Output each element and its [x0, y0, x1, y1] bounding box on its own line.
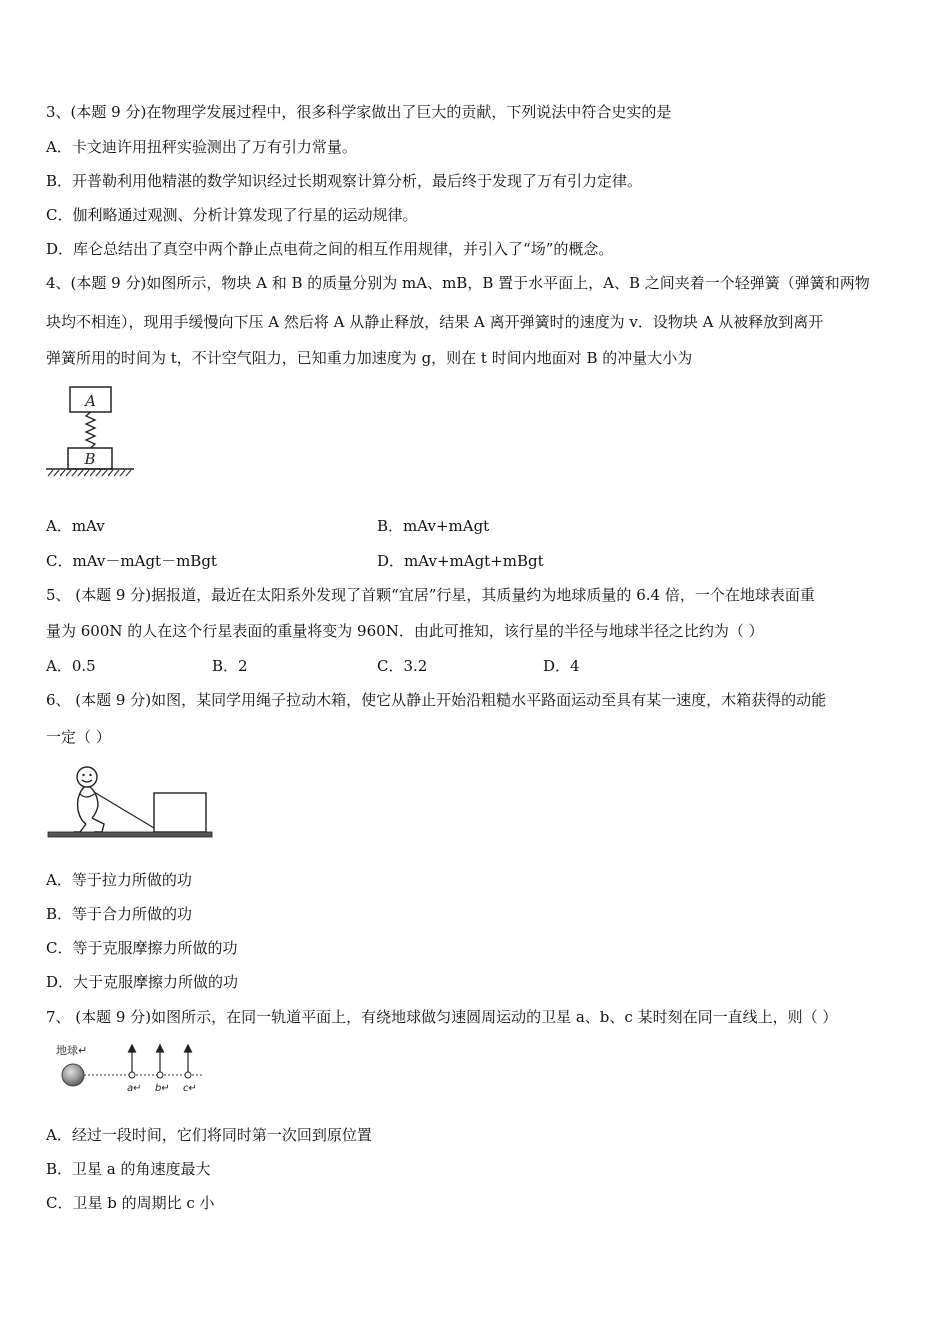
- q5-stem-line-2: 量为 600N 的人在这个行星表面的重量将变为 960N．由此可推知，该行星的半径与地球半径之比约为（ ）: [46, 622, 764, 640]
- q4-stem-line-1: 4、(本题 9 分)如图所示，物块 A 和 B 的质量分别为 mA、mB，B 置于水平面上，A、B 之间夹着一个轻弹簧（弹簧和两物: [46, 274, 870, 292]
- q3-stem: 3、(本题 9 分)在物理学发展过程中，很多科学家做出了巨大的贡献，下列说法中符合史实的是: [46, 103, 672, 121]
- q7-option-c: C．卫星 b 的周期比 c 小: [46, 1194, 215, 1212]
- q3-option-d: D．库仑总结出了真空中两个静止点电荷之间的相互作用规律，并引入了“场”的概念。: [46, 240, 614, 258]
- q4-option-c: C．mAv－mAgt－mBgt: [46, 552, 217, 570]
- satellite-b-label: b↵: [155, 1083, 170, 1094]
- q5-option-a: A．0.5: [46, 657, 96, 675]
- q6-stem-line-2: 一定（ ）: [46, 728, 111, 746]
- earth-label: 地球↵: [56, 1044, 88, 1057]
- q4-option-b: B．mAv+mAgt: [377, 517, 490, 535]
- q5-option-d: D．4: [543, 657, 580, 675]
- q7-option-a: A．经过一段时间，它们将同时第一次回到原位置: [46, 1126, 372, 1144]
- q6-stem-line-1: 6、 (本题 9 分)如图，某同学用绳子拉动木箱，使它从静止开始沿粗糙水平路面运动至具有某一速度，木箱获得的动能: [46, 691, 827, 709]
- q3-option-c: C．伽利略通过观测、分析计算发现了行星的运动规律。: [46, 206, 418, 224]
- q6-option-d: D．大于克服摩擦力所做的功: [46, 973, 239, 991]
- satellite-a-label: a↵: [127, 1083, 142, 1094]
- pulling-box-figure: [46, 764, 216, 842]
- q5-option-b: B．2: [212, 657, 248, 675]
- q4-option-d: D．mAv+mAgt+mBgt: [377, 552, 544, 570]
- q6-option-a: A．等于拉力所做的功: [46, 871, 192, 889]
- block-a-label: A: [85, 392, 96, 410]
- spring-blocks-figure: [44, 382, 136, 482]
- q3-option-a: A．卡文迪许用扭秤实验测出了万有引力常量。: [46, 138, 357, 156]
- q7-option-b: B．卫星 a 的角速度最大: [46, 1160, 211, 1178]
- q3-option-b: B．开普勒利用他精湛的数学知识经过长期观察计算分析，最后终于发现了万有引力定律。: [46, 172, 643, 190]
- block-b-label: B: [84, 450, 96, 468]
- q5-stem-line-1: 5、 (本题 9 分)据报道，最近在太阳系外发现了首颗“宜居”行星，其质量约为地球质量的 6.4 倍，一个在地球表面重: [46, 586, 815, 604]
- satellite-c-label: c↵: [183, 1083, 197, 1094]
- q7-stem: 7、 (本题 9 分)如图所示，在同一轨道平面上，有绕地球做匀速圆周运动的卫星 a、b、c 某时刻在同一直线上，则（ ）: [46, 1008, 838, 1026]
- q6-option-b: B．等于合力所做的功: [46, 905, 193, 923]
- satellites-figure: [54, 1040, 222, 1096]
- q4-stem-line-2: 块均不相连），现用手缓慢向下压 A 然后将 A 从静止释放，结果 A 离开弹簧时的速度为 v．设物块 A 从被释放到离开: [46, 313, 824, 331]
- q4-option-a: A．mAv: [46, 517, 105, 535]
- q4-stem-line-3: 弹簧所用的时间为 t，不计空气阻力，已知重力加速度为 g，则在 t 时间内地面对 B 的冲量大小为: [46, 349, 693, 367]
- q5-option-c: C．3.2: [377, 657, 428, 675]
- q6-option-c: C．等于克服摩擦力所做的功: [46, 939, 238, 957]
